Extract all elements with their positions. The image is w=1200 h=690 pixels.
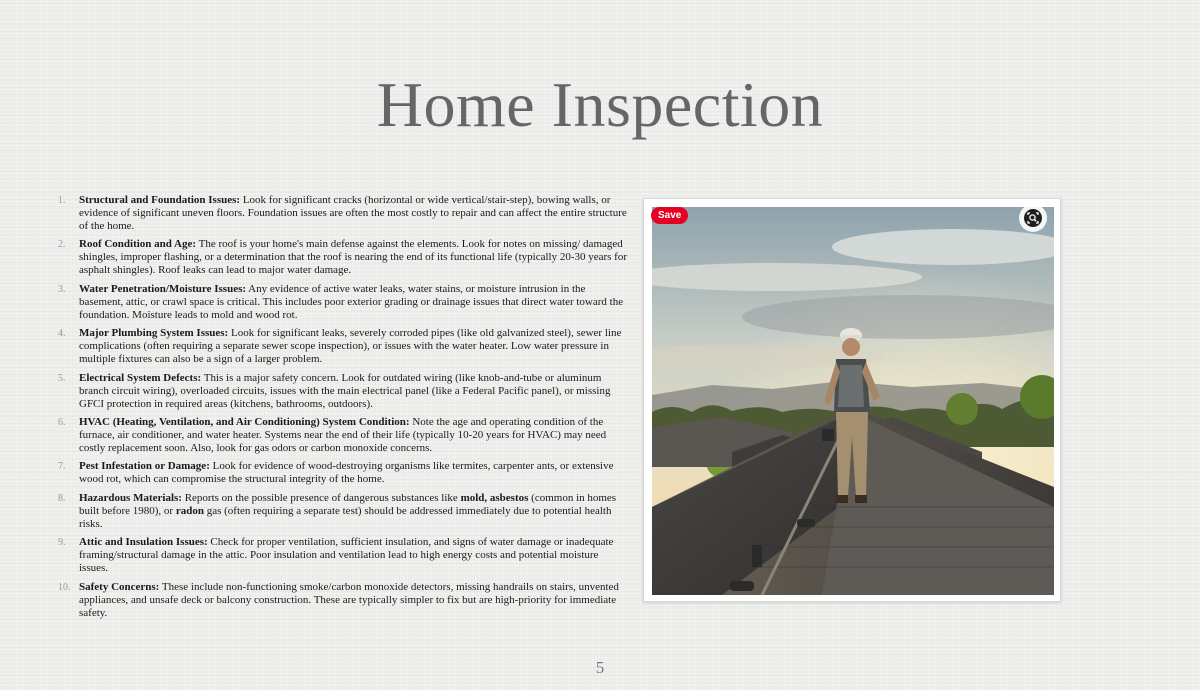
item-heading: Electrical System Defects: [79,371,202,384]
item-text-emphasis: radon [175,504,204,517]
item-text: Note the age and operating condition of the furnace, air conditioner, and water heater. Systems near the end of their life (typically 10-20 years for HVAC) may need costly replacement soon. Also, look for gas odors or carbon monoxide concerns. [79,415,607,454]
visual-search-button[interactable] [1019,204,1047,232]
list-item [58,581,630,620]
item-number: 3. [58,283,66,295]
list-item [58,492,630,531]
item-text: Look for evidence of wood-destroying organisms like termites, carpenter ants, or extensive wood rot, which can compromise the structural integrity of the home. [79,460,614,486]
item-text-part: gas (often requiring a separate test) should be addressed immediately due to potential health risks. [79,504,612,530]
page-number: 5 [595,658,605,677]
item-heading: Pest Infestation or Damage: [79,460,210,473]
inspection-issues-list [58,194,630,625]
item-text: These include non-functioning smoke/carbon monoxide detectors, missing handrails on stairs, unvented appliances, and unsafe deck or balcony construction. These are typically simpler to fix but are high-priority for immediate safety. [79,580,619,619]
list-item [58,536,630,575]
item-heading: Hazardous Materials: [79,491,182,504]
item-heading: Major Plumbing System Issues: [79,327,229,340]
item-text: Look for significant cracks (horizontal or wide vertical/stair-step), bowing walls, or evidence of significant uneven floors. Foundation issues are often the most costly to repair and can affect the entire structure of the home. [79,194,627,232]
list-item [58,238,630,277]
save-button[interactable]: Save [651,207,688,224]
item-heading: Attic and Insulation Issues: [79,536,208,549]
item-text: Look for significant leaks, severely corroded pipes (like old galvanized steel), sewer line complications (often requiring a separate sewer scope inspection), or issues with the water heater. Low water pressure in multiple fixtures can also be a sign of a larger problem. [79,327,622,366]
item-heading: Structural and Foundation Issues: [79,194,241,206]
inspector-on-roof-photo [652,207,1054,595]
item-number: 8. [58,492,66,504]
item-heading: Roof Condition and Age: [79,238,197,251]
item-text-emphasis: mold, asbestos [460,491,529,504]
list-item [58,460,630,486]
item-number: 5. [58,372,66,384]
item-text: The roof is your home's main defense against the elements. Look for notes on missing/ damaged shingles, improper flashing, or a determination that the roof is nearing the end of its functional life (typically 20-30 years for asphalt shingles). Roof leaks can lead to major water damage. [79,238,628,277]
item-text-part: (common in homes built before 1980), or [79,491,617,517]
item-number: 6. [58,416,66,428]
list-item [58,372,630,411]
item-number: 9. [58,537,66,549]
item-text: This is a major safety concern. Look for outdated wiring (like knob-and-tube or aluminum branch circuit wiring), overloaded circuits, issues with the main electrical panel (like a Federal Pacific panel), or missing GFCI protection in required areas (kitchens, bathrooms, outdoors). [79,371,611,410]
visual-search-icon [1023,208,1043,228]
item-number: 7. [58,461,66,473]
list-item [58,327,630,366]
list-item [58,416,630,455]
item-text: Any evidence of active water leaks, water stains, or moisture intrusion in the basement, attic, or crawl space is critical. This includes poor exterior grading or drainage issues that direct water toward the foundation. Moisture leads to mold and wood rot. [79,282,624,321]
item-text: Check for proper ventilation, sufficient insulation, and signs of water damage or inadequate framing/structural damage in the attic. Poor insulation and ventilation lead to high energy costs and potential moisture issues. [79,536,614,575]
list-item [58,194,630,233]
item-heading: HVAC (Heating, Ventilation, and Air Conditioning) System Condition: [79,415,410,428]
list-item [58,283,630,322]
item-number: 1. [58,195,66,206]
item-heading: Water Penetration/Moisture Issues: [79,282,247,295]
item-heading: Safety Concerns: [79,580,160,593]
item-text-part: Reports on the possible presence of dangerous substances like [181,491,461,504]
slide-title: Home Inspection [376,69,824,140]
item-number: 4. [58,328,66,340]
item-number: 10. [58,581,71,593]
inspector-photo-frame [643,198,1061,602]
item-number: 2. [58,239,66,251]
